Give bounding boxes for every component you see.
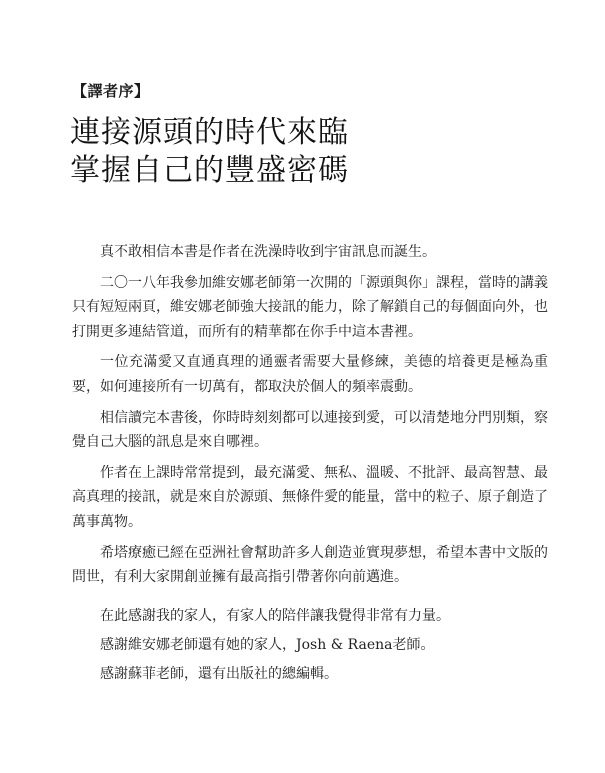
paragraph: 一位充滿愛又直通真理的通靈者需要大量修練，美德的培養更是極為重要，如何連接所有一切萬有，都取決於個人的頻率震動。: [72, 354, 548, 395]
paragraph: 作者在上課時常常提到，最充滿愛、無私、溫暖、不批評、最高智慧、最高真理的接訊，就是來自於源頭、無條件愛的能量，當中的粒子、原子創造了萬事萬物。: [72, 464, 548, 530]
title-line-1: 連接源頭的時代來臨: [70, 115, 349, 150]
preface-body: [72, 240, 548, 596]
section-tag: 【譯者序】: [72, 82, 150, 100]
paragraph: 相信讀完本書後，你時時刻刻都可以連接到愛，可以清楚地分門別類，察覺自己大腦的訊息是來自哪裡。: [72, 409, 548, 451]
paragraph: 二〇一八年我參加維安娜老師第一次開的「源頭與你」課程，當時的講義只有短短兩頁，維安娜老師強大接訊的能力，除了解鎖自己的每個面向外，也打開更多連結管道，而所有的精華都在你手中這本書裡。: [72, 274, 548, 340]
thanks-line: 感謝維安娜老師還有她的家人，Josh & Raena老師。: [100, 637, 435, 653]
thanks-line: 在此感謝我的家人，有家人的陪伴讓我覺得非常有力量。: [100, 608, 450, 624]
paragraph: 真不敢相信本書是作者在洗澡時收到宇宙訊息而誕生。: [100, 244, 436, 260]
page-title: [70, 114, 349, 190]
paragraph: 希塔療癒已經在亞洲社會幫助許多人創造並實現夢想，希望本書中文版的問世，有利大家開創並擁有最高指引帶著你向前邁進。: [72, 544, 548, 586]
acknowledgements: [72, 604, 548, 691]
title-line-2: 掌握自己的豐盛密碼: [70, 153, 349, 188]
thanks-line: 感謝蘇菲老師，還有出版社的總編輯。: [100, 666, 338, 682]
